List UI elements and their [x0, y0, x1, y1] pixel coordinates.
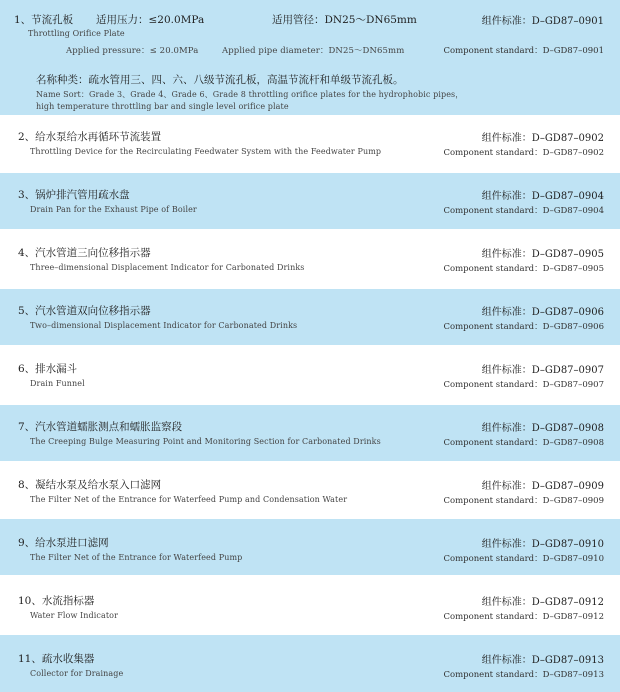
section-11-standard-en: Component standard：D–GD87–0913 — [443, 670, 604, 680]
section-8-standard-en: Component standard：D–GD87–0909 — [443, 496, 604, 506]
section-6-title: 6、排水漏斗 — [18, 363, 78, 375]
section-4-title-en: Three–dimensional Displacement Indicator for Carbonated Drinks — [30, 263, 305, 272]
section-2-standard-en: Component standard：D–GD87–0902 — [443, 148, 604, 158]
section-3-standard-en: Component standard：D–GD87–0904 — [443, 206, 604, 216]
section-1-names-en-1: Name Sort：Grade 3、Grade 4、Grade 6、Grade 8 throttling orifice plates for the hydrophobic pipes， — [36, 90, 464, 99]
section-10-title-en: Water Flow Indicator — [30, 611, 119, 620]
section-9-title: 9、给水泵进口滤网 — [18, 537, 109, 549]
section-10-standard-en: Component standard：D–GD87–0912 — [443, 612, 604, 622]
section-11-standard-zh: 组件标准：D–GD87–0913 — [481, 655, 604, 666]
section-11-title: 11、疏水收集器 — [18, 653, 95, 665]
section-1-pressure: 适用压力：≤20.0MPa — [96, 14, 205, 26]
section-5-title-en: Two–dimensional Displacement Indicator for Carbonated Drinks — [30, 321, 298, 330]
section-10-title: 10、水流指标器 — [18, 595, 95, 607]
section-9-standard-zh: 组件标准：D–GD87–0910 — [481, 539, 604, 550]
section-7-title-en: The Creeping Bulge Measuring Point and Monitoring Section for Carbonated Drinks — [30, 437, 381, 446]
section-6-title-en: Drain Funnel — [30, 379, 85, 388]
section-5-standard-en: Component standard：D–GD87–0906 — [443, 322, 604, 332]
section-1-names-en-2: high temperature throttling bar and single level orifice plate — [36, 102, 289, 111]
section-4-standard-en: Component standard：D–GD87–0905 — [443, 264, 604, 274]
section-3-title: 3、锅炉排汽管用疏水盘 — [18, 189, 130, 201]
section-5-standard-zh: 组件标准：D–GD87–0906 — [481, 307, 604, 318]
section-1-standard-zh: 组件标准：D–GD87–0901 — [481, 16, 604, 27]
section-8-standard-zh: 组件标准：D–GD87–0909 — [481, 481, 604, 492]
section-3-title-en: Drain Pan for the Exhaust Pipe of Boiler — [30, 205, 197, 214]
section-2-standard-zh: 组件标准：D–GD87–0902 — [481, 133, 604, 144]
section-9-title-en: The Filter Net of the Entrance for Waterfeed Pump — [30, 553, 243, 562]
section-1-standard-en: Component standard：D–GD87–0901 — [443, 46, 604, 56]
section-7-title: 7、汽水管道蠕胀测点和蠕胀监察段 — [18, 421, 183, 433]
section-7-standard-zh: 组件标准：D–GD87–0908 — [481, 423, 604, 434]
section-4-standard-zh: 组件标准：D–GD87–0905 — [481, 249, 604, 260]
section-1-title: 1、节流孔板 — [14, 14, 74, 26]
section-1-names-zh: 名称种类：疏水管用三、四、六、八级节流孔板，高温节流杆和单级节流孔板。 — [36, 74, 404, 86]
section-8-title: 8、凝结水泵及给水泵入口滤网 — [18, 479, 162, 491]
section-3-standard-zh: 组件标准：D–GD87–0904 — [481, 191, 604, 202]
section-4-title: 4、汽水管道三向位移指示器 — [18, 247, 151, 259]
section-7-standard-en: Component standard：D–GD87–0908 — [443, 438, 604, 448]
section-2-title: 2、给水泵给水再循环节流装置 — [18, 131, 162, 143]
section-5-title: 5、汽水管道双向位移指示器 — [18, 305, 151, 317]
section-1-diameter-en: Applied pipe diameter：DN25～DN65mm — [222, 46, 405, 56]
section-10-standard-zh: 组件标准：D–GD87–0912 — [481, 597, 604, 608]
section-9-standard-en: Component standard：D–GD87–0910 — [443, 554, 604, 564]
section-1-pressure-en: Applied pressure：≤ 20.0MPa — [66, 46, 199, 56]
section-8-title-en: The Filter Net of the Entrance for Waterfeed Pump and Condensation Water — [30, 495, 348, 504]
section-1-title-en: Throttling Orifice Plate — [28, 29, 125, 38]
section-2-title-en: Throttling Device for the Recirculating Feedwater System with the Feedwater Pump — [30, 147, 382, 156]
section-6-standard-en: Component standard：D–GD87–0907 — [443, 380, 604, 390]
section-11-title-en: Collector for Drainage — [30, 669, 124, 678]
section-6-standard-zh: 组件标准：D–GD87–0907 — [481, 365, 604, 376]
section-1-diameter: 适用管径：DN25～DN65mm — [272, 14, 417, 26]
